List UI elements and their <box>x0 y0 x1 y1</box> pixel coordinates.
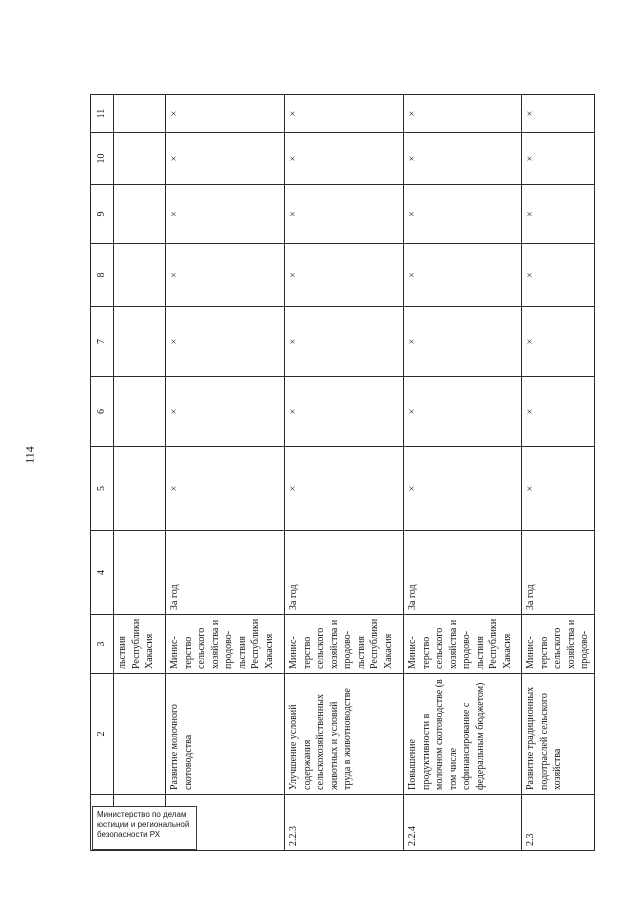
mark-cell: × <box>522 377 595 447</box>
row-number: 2.3 <box>522 795 595 851</box>
mark-cell: × <box>404 447 522 531</box>
table-row <box>404 95 522 851</box>
row-executor: льствия Республики Хакасия <box>114 615 166 674</box>
mark-cell: × <box>285 244 404 307</box>
mark-cell <box>114 133 166 185</box>
mark-cell: × <box>285 307 404 377</box>
mark-cell: × <box>166 447 285 531</box>
row-executor: Минис-терство сельского хозяйства и продово- <box>522 615 595 674</box>
mark-cell: × <box>166 307 285 377</box>
table-row <box>166 95 285 851</box>
mark-cell: × <box>404 377 522 447</box>
mark-cell: × <box>404 185 522 244</box>
mark-cell: × <box>404 95 522 133</box>
header-cell: 6 <box>91 377 114 447</box>
header-cell: 7 <box>91 307 114 377</box>
mark-cell: × <box>522 133 595 185</box>
mark-cell <box>114 447 166 531</box>
mark-cell: × <box>285 377 404 447</box>
stamp-line: юстиции и региональной <box>97 820 190 829</box>
row-period: За год <box>404 531 522 615</box>
mark-cell: × <box>285 133 404 185</box>
header-cell: 5 <box>91 447 114 531</box>
row-period: За год <box>166 531 285 615</box>
row-number: 2.2.4 <box>404 795 522 851</box>
mark-cell: × <box>404 133 522 185</box>
stamp-line: безопасности РХ <box>97 830 161 839</box>
header-cell: 4 <box>91 531 114 615</box>
header-cell: 8 <box>91 244 114 307</box>
row-name <box>114 674 166 795</box>
row-name: Развитие традиционных подотраслей сельского хозяйства <box>522 674 595 795</box>
stamp-line: Министерство по делам <box>97 810 187 819</box>
row-name: Повышение продуктивности в молочном скотоводстве (в том числе софинансирование с федеральным бюджетом) <box>404 674 522 795</box>
mark-cell: × <box>522 447 595 531</box>
mark-cell: × <box>285 95 404 133</box>
header-row <box>91 95 114 851</box>
rotated-table-container <box>90 95 590 851</box>
page-number: 114 <box>22 446 37 464</box>
mark-cell: × <box>166 244 285 307</box>
row-period: За год <box>522 531 595 615</box>
mark-cell: × <box>166 377 285 447</box>
header-cell: 2 <box>91 674 114 795</box>
mark-cell: × <box>166 185 285 244</box>
header-cell: 10 <box>91 133 114 185</box>
mark-cell <box>114 185 166 244</box>
mark-cell <box>114 377 166 447</box>
header-cell: 9 <box>91 185 114 244</box>
mark-cell: × <box>522 185 595 244</box>
mark-cell: × <box>166 95 285 133</box>
mark-cell <box>114 95 166 133</box>
mark-cell: × <box>522 307 595 377</box>
mark-cell: × <box>404 244 522 307</box>
row-executor: Минис-терство сельского хозяйства и продово-льствия Республики Хакасия <box>404 615 522 674</box>
table-row <box>114 95 166 851</box>
data-table <box>90 94 595 851</box>
mark-cell <box>114 307 166 377</box>
mark-cell: × <box>285 447 404 531</box>
mark-cell: × <box>285 185 404 244</box>
table-row <box>522 95 595 851</box>
row-executor: Минис-терство сельского хозяйства и продово-льствия Республики Хакасия <box>285 615 404 674</box>
table-row <box>285 95 404 851</box>
mark-cell <box>114 244 166 307</box>
row-period: За год <box>285 531 404 615</box>
row-name: Развитие молочного скотоводства <box>166 674 285 795</box>
registration-stamp <box>92 806 197 850</box>
mark-cell: × <box>166 133 285 185</box>
mark-cell: × <box>522 244 595 307</box>
row-number: 2.2.3 <box>285 795 404 851</box>
row-name: Улучшение условий содержания сельскохозяйственных животных и условий труда в животноводстве <box>285 674 404 795</box>
header-cell: 11 <box>91 95 114 133</box>
mark-cell: × <box>404 307 522 377</box>
row-executor: Минис-терство сельского хозяйства и продово-льствия Республики Хакасия <box>166 615 285 674</box>
row-period <box>114 531 166 615</box>
mark-cell: × <box>522 95 595 133</box>
header-cell: 3 <box>91 615 114 674</box>
